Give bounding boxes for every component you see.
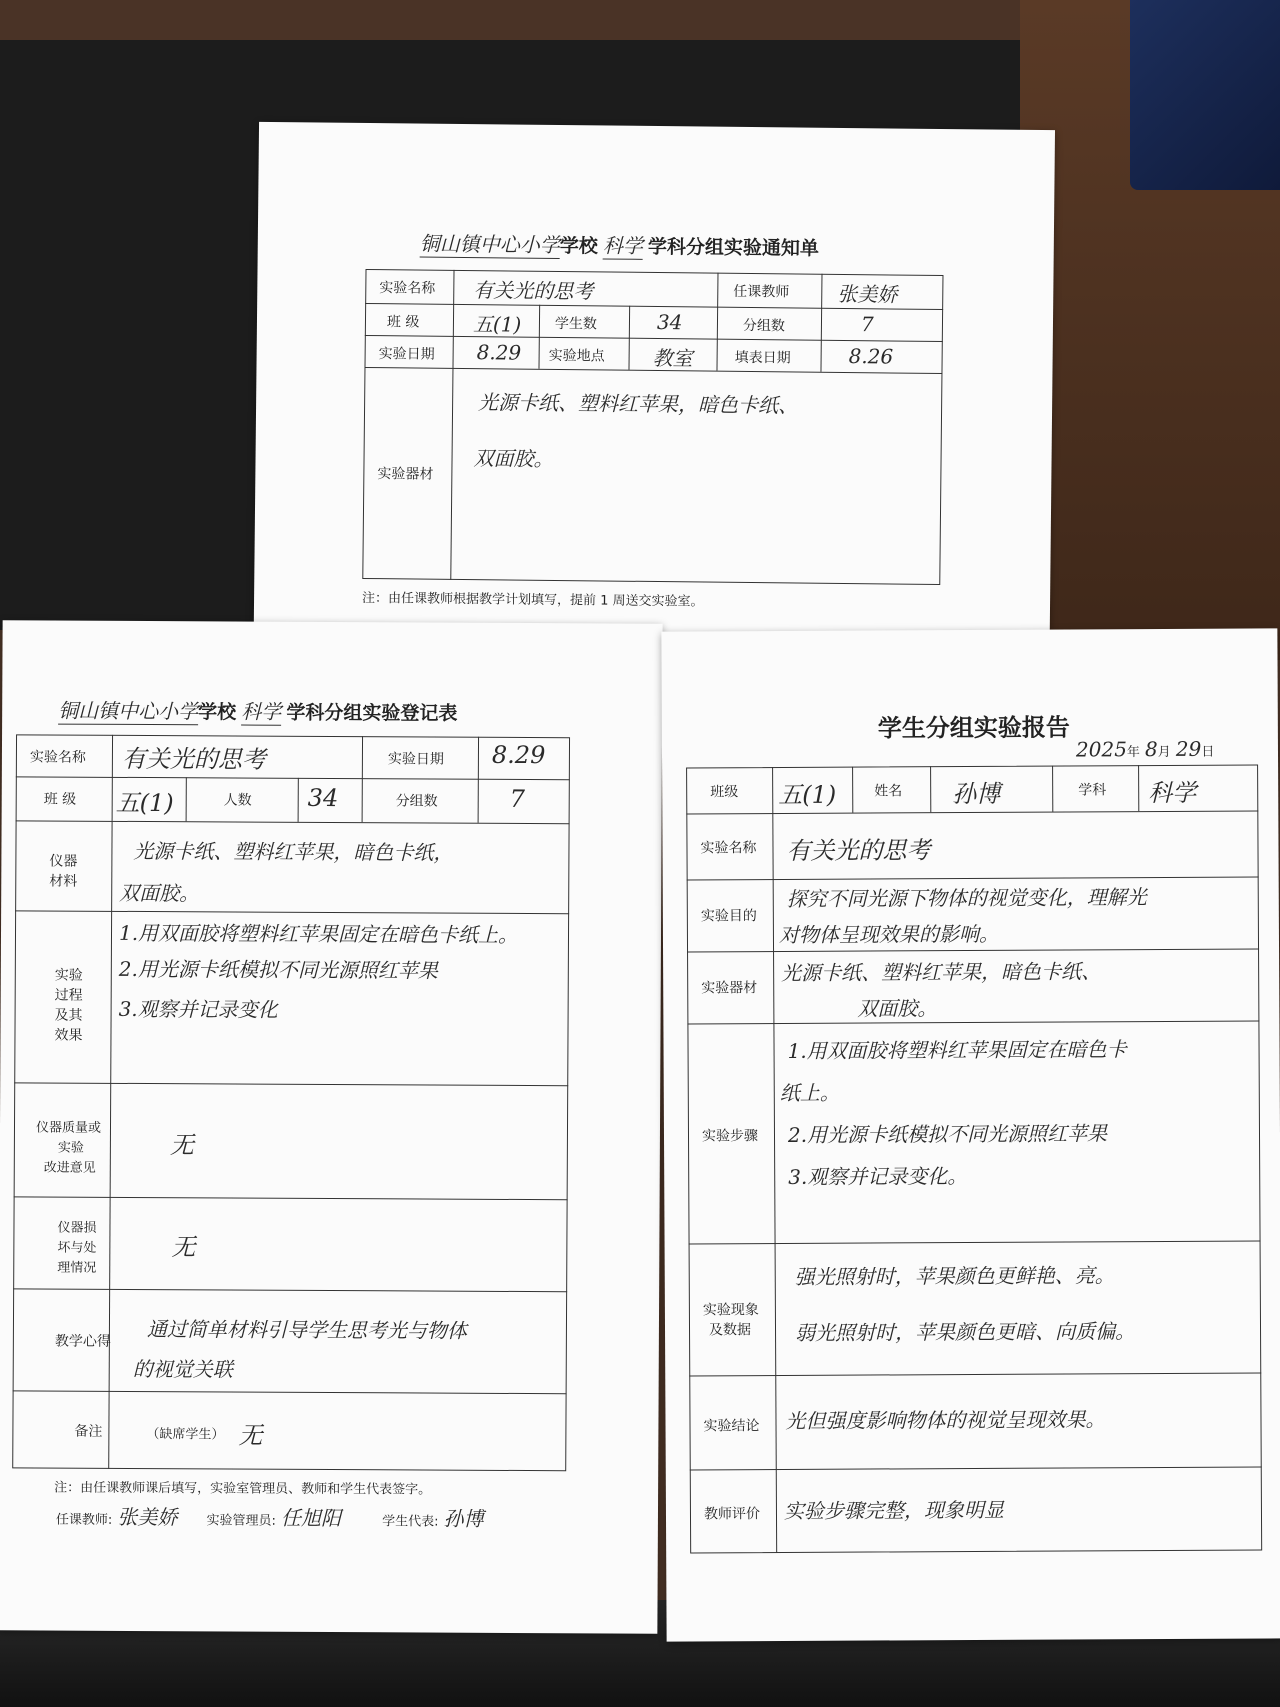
notice-label-location: 实验地点 (548, 347, 605, 365)
register-school-suffix: 学校 (198, 701, 237, 724)
register-label-quality-3: 改进意见 (43, 1160, 96, 1176)
report-label-phenomena-2: 及数据 (708, 1322, 752, 1339)
notice-label-class: 班 级 (386, 314, 420, 331)
report-phenomena-line2: 弱光照射时，苹果颜色更暗、向质偏。 (794, 1319, 1136, 1345)
report-materials-line1: 光源卡纸、塑料红苹果，暗色卡纸、 (781, 959, 1102, 985)
register-quality: 无 (169, 1131, 194, 1160)
notice-fill-date: 8.26 (848, 344, 894, 369)
register-label-materials-2: 材料 (49, 873, 78, 890)
notice-subject: 科学 (603, 229, 643, 259)
notice-date: 8.29 (476, 340, 522, 365)
report-name: 孙博 (952, 779, 1001, 809)
report-day: 29 (1175, 736, 1202, 761)
sig-teacher: 张美娇 (117, 1504, 178, 1530)
register-label-process-1: 实验 (54, 967, 83, 984)
register-label-damage-1: 仪器损 (57, 1220, 97, 1236)
report-class: 五(1) (778, 780, 837, 810)
sig-admin: 任旭阳 (280, 1505, 342, 1531)
notice-school-suffix: 学校 (559, 235, 598, 258)
report-steps-line2: 纸上。 (779, 1080, 840, 1106)
register-label-experiment-name: 实验名称 (29, 749, 86, 766)
notice-experiment-name: 有关光的思考 (473, 278, 594, 304)
notice-label-date: 实验日期 (378, 346, 435, 363)
report-materials-line2: 双面胶。 (857, 996, 938, 1021)
notice-label-experiment-name: 实验名称 (379, 280, 436, 297)
register-heading (58, 695, 457, 727)
report-month-unit: 月 (1157, 744, 1171, 761)
report-subject: 科学 (1148, 778, 1197, 808)
register-absent: 无 (238, 1421, 263, 1450)
notice-teacher: 张美娇 (837, 281, 898, 307)
report-year: 2025 (1075, 737, 1127, 762)
report-purpose-line1: 探究不同光源下物体的视觉变化，理解光 (786, 885, 1147, 911)
notice-heading (420, 228, 820, 262)
notice-materials-line2: 双面胶。 (473, 446, 554, 471)
register-count: 34 (307, 783, 339, 813)
report-steps-line4: 3.观察并记录变化。 (788, 1164, 968, 1189)
report-label-subject: 学科 (1078, 782, 1107, 799)
register-absent-label: （缺席学生） (146, 1427, 225, 1443)
notice-materials-line1: 光源卡纸、塑料红苹果，暗色卡纸、 (478, 390, 799, 418)
register-experiment-name: 有关光的思考 (121, 744, 266, 774)
register-subject: 科学 (241, 696, 281, 726)
report-evaluation: 实验步骤完整，现象明显 (783, 1497, 1005, 1523)
sig-teacher-label: 任课教师: (55, 1512, 113, 1528)
register-groups: 7 (509, 784, 526, 814)
register-label-remarks: 备注 (74, 1423, 103, 1440)
register-label-class: 班 级 (43, 791, 77, 808)
register-label-reflection: 教学心得 (54, 1333, 111, 1350)
report-year-unit: 年 (1126, 745, 1140, 761)
report-label-phenomena-1: 实验现象 (702, 1302, 759, 1319)
notice-label-fill-date: 填表日期 (734, 349, 791, 367)
report-label-evaluation: 教师评价 (703, 1506, 761, 1523)
register-label-materials-1: 仪器 (49, 853, 78, 870)
register-process-line3: 3.观察并记录变化 (118, 996, 278, 1022)
notice-label-teacher: 任课教师 (733, 283, 790, 301)
report-steps-line1: 1.用双面胶将塑料红苹果固定在暗色卡 (787, 1037, 1127, 1063)
notice-groups: 7 (860, 312, 874, 337)
register-label-damage-2: 坏与处 (57, 1240, 97, 1256)
sig-student: 孙博 (443, 1506, 484, 1531)
register-label-process-2: 过程 (54, 987, 83, 1004)
register-label-quality-2: 实验 (57, 1140, 84, 1156)
report-date (1076, 737, 1214, 762)
blue-folder (1130, 0, 1280, 190)
sig-admin-label: 实验管理员: (206, 1513, 276, 1529)
register-reflection-line1: 通过简单材料引导学生思考光与物体 (146, 1317, 467, 1343)
register-label-process-4: 效果 (54, 1027, 83, 1044)
notice-title: 学科分组实验通知单 (647, 235, 820, 260)
report-steps-line3: 2.用光源卡纸模拟不同光源照红苹果 (787, 1121, 1108, 1147)
register-damage: 无 (171, 1233, 196, 1262)
register-label-damage-3: 理情况 (57, 1260, 97, 1276)
report-conclusion: 光但强度影响物体的视觉呈现效果。 (785, 1407, 1106, 1433)
report-month: 8 (1144, 737, 1158, 762)
notice-label-students: 学生数 (554, 315, 598, 333)
report-label-class: 班级 (710, 784, 739, 801)
notice-location: 教室 (652, 345, 693, 371)
report-label-conclusion: 实验结论 (703, 1418, 760, 1435)
report-sheet (661, 628, 1280, 1641)
report-experiment-name: 有关光的思考 (786, 836, 931, 865)
notice-students: 34 (656, 310, 683, 335)
notice-class: 五(1) (472, 312, 522, 337)
report-title: 学生分组实验报告 (877, 713, 1070, 743)
report-label-purpose: 实验目的 (700, 908, 757, 925)
report-label-materials: 实验器材 (701, 980, 758, 997)
report-label-steps: 实验步骤 (701, 1128, 759, 1145)
report-phenomena-line1: 强光照射时，苹果颜色更鲜艳、亮。 (794, 1263, 1115, 1289)
register-process-line2: 2.用光源卡纸模拟不同光源照红苹果 (118, 956, 438, 983)
register-label-count: 人数 (223, 792, 252, 809)
notice-label-materials: 实验器材 (377, 466, 434, 483)
report-label-experiment-name: 实验名称 (700, 840, 757, 857)
register-materials-line1: 光源卡纸、塑料红苹果，暗色卡纸， (133, 838, 454, 865)
report-purpose-line2: 对物体呈现效果的影响。 (778, 921, 1000, 948)
report-label-name: 姓名 (874, 783, 903, 800)
register-signatures (56, 1501, 484, 1532)
register-label-quality-1: 仪器质量或 (35, 1120, 102, 1136)
report-day-unit: 日 (1201, 744, 1215, 760)
register-process-line1: 1.用双面胶将塑料红苹果固定在暗色卡纸上。 (118, 920, 519, 947)
register-footnote: 注：由任课教师课后填写，实验室管理员、教师和学生代表签字。 (54, 1480, 432, 1498)
notice-label-groups: 分组数 (742, 317, 786, 335)
register-school-name: 铜山镇中心小学 (58, 695, 198, 726)
register-label-process-3: 及其 (54, 1007, 83, 1024)
register-materials-line2: 双面胶。 (119, 880, 200, 906)
register-sheet (0, 620, 663, 1633)
notice-school-name: 铜山镇中心小学 (420, 228, 560, 259)
register-label-date: 实验日期 (387, 751, 444, 768)
notice-table (362, 269, 943, 585)
register-class: 五(1) (115, 788, 174, 818)
register-date: 8.29 (491, 740, 546, 770)
register-title: 学科分组实验登记表 (286, 701, 458, 725)
register-reflection-line2: 的视觉关联 (132, 1356, 233, 1382)
register-label-groups: 分组数 (395, 793, 438, 810)
sig-student-label: 学生代表: (382, 1514, 439, 1530)
notice-footnote: 注：由任课教师根据教学计划填写，提前 1 周送交实验室。 (361, 590, 704, 610)
